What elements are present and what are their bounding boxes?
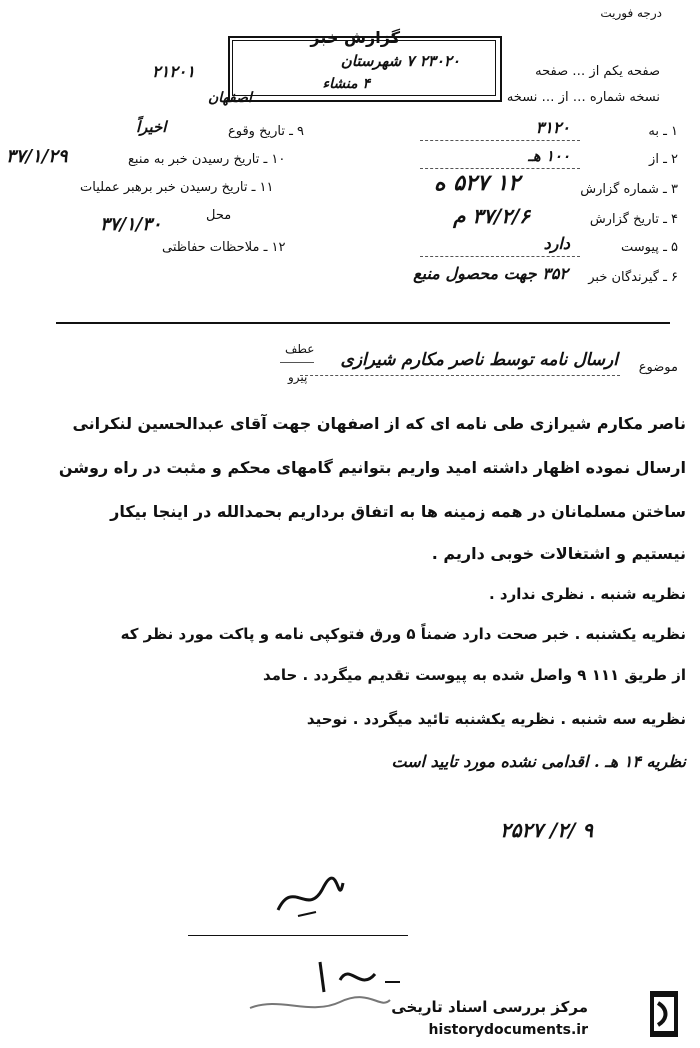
field-from-rule (420, 168, 580, 169)
signature-mark-3 (240, 990, 400, 1020)
body-line-3: ساختن مسلمانان در همه زمینه ها به اتفاق برداریم بحمدالله در اینجا بیکار (110, 502, 686, 521)
footer-number: ۲۵۲۷ /۲/ ۹ (500, 818, 593, 842)
page-label: صفحه یکم از … صفحه (535, 64, 660, 79)
field-attachment-label: ۵ ـ پیوست (621, 240, 678, 255)
subject-label: موضوع (638, 360, 678, 375)
field-recipients-value: ۳۵۲ جهت محصول منبع (413, 264, 568, 283)
header-divider (56, 322, 670, 324)
signature-mark-1 (268, 868, 348, 928)
field-report-number-label: ۳ ـ شماره گزارش (580, 182, 678, 197)
field-operations-date-value: ۳۷/۱/۳۰ (100, 214, 162, 235)
top-left-code: ۲۱۲۰۱ (152, 62, 195, 81)
body-line-4: نیستیم و اشتغالات خوبی داریم . (431, 544, 686, 563)
classification-label: درجه فوریت (600, 6, 662, 20)
report-title: گزارش خبر (310, 28, 400, 47)
body-line-1: ناصر مکارم شیرازی طی نامه ای که از اصفهان جهت آقای عبدالحسین لنکرانی (72, 414, 686, 433)
field-occurrence-date-value: اخیراً (136, 118, 167, 136)
stamp-line2: ۴ منشاء (322, 76, 370, 92)
field-place-label: محل (206, 208, 232, 223)
subject-rule (300, 375, 620, 376)
field-from-label: ۲ ـ از (649, 152, 678, 167)
field-operations-date-label: ۱۱ ـ تاریخ رسیدن خبر برهبر عملیات (80, 180, 274, 195)
subject-ref-top: عطف (285, 342, 315, 356)
subject-ref-divider (280, 362, 314, 363)
field-report-date-label: ۴ ـ تاریخ گزارش (589, 212, 678, 227)
subject-ref-bottom: پیرو (288, 370, 308, 384)
field-attachment-rule (420, 256, 580, 257)
top-left-place: اصفهان (208, 90, 252, 106)
signature-line (188, 935, 408, 936)
field-report-date-value: ۳۷/۲/۶ م (453, 204, 530, 228)
field-from-value: ۱۰۰ هـ (528, 147, 570, 165)
opinion-tuesday: نظریه سه شنبه . نظریه یکشنبه تائید میگردد . نوحید (306, 710, 686, 728)
opinion-14h: نظریه ۱۴ هـ . اقدامی نشده مورد تایید است (391, 752, 686, 771)
field-source-date-label: ۱۰ ـ تاریخ رسیدن خبر به منبع (128, 152, 286, 167)
field-security-notes-label: ۱۲ ـ ملاحظات حفاظتی (162, 240, 286, 255)
opinion-sunday: نظریه یکشنبه . خبر صحت دارد ضمناً ۵ ورق فتوکپی نامه و پاکت مورد نظر که (120, 625, 686, 643)
watermark-title: مرکز بررسی اسناد تاریخی (391, 998, 588, 1016)
field-attachment-value: دارد (543, 234, 570, 253)
field-report-number-value: ۱۲ ۵۲۷ ه (434, 170, 520, 196)
stamp-line1: ۲۳۰۲۰ ۷ شهرستان (340, 52, 460, 70)
opinion-saturday: نظریه شنبه . نظری ندارد . (489, 585, 686, 603)
opinion-sunday-cont: از طریق ۱۱۱ ۹ واصل شده به پیوست تقدیم میگردد . حامد (262, 666, 686, 684)
subject-text: ارسال نامه توسط ناصر مکارم شیرازی (340, 350, 618, 370)
field-source-date-value: ۳۷/۱/۲۹ (6, 146, 68, 167)
copy-label: نسخه شماره … از … نسخه (506, 90, 660, 105)
watermark-url: historydocuments.ir (428, 1022, 588, 1038)
field-to-label: ۱ ـ به (648, 124, 678, 139)
field-occurrence-date-label: ۹ ـ تاریخ وقوع (228, 124, 305, 139)
archive-logo-icon (590, 985, 685, 1043)
field-recipients-label: ۶ ـ گیرندگان خبر (588, 270, 678, 285)
field-to-rule (420, 140, 580, 141)
field-to-value: ۳۱۲۰ (535, 118, 570, 137)
body-line-2: ارسال نموده اظهار داشته امید واریم بتوانیم گامهای محکم و مثبت در راه روشن (58, 458, 686, 477)
